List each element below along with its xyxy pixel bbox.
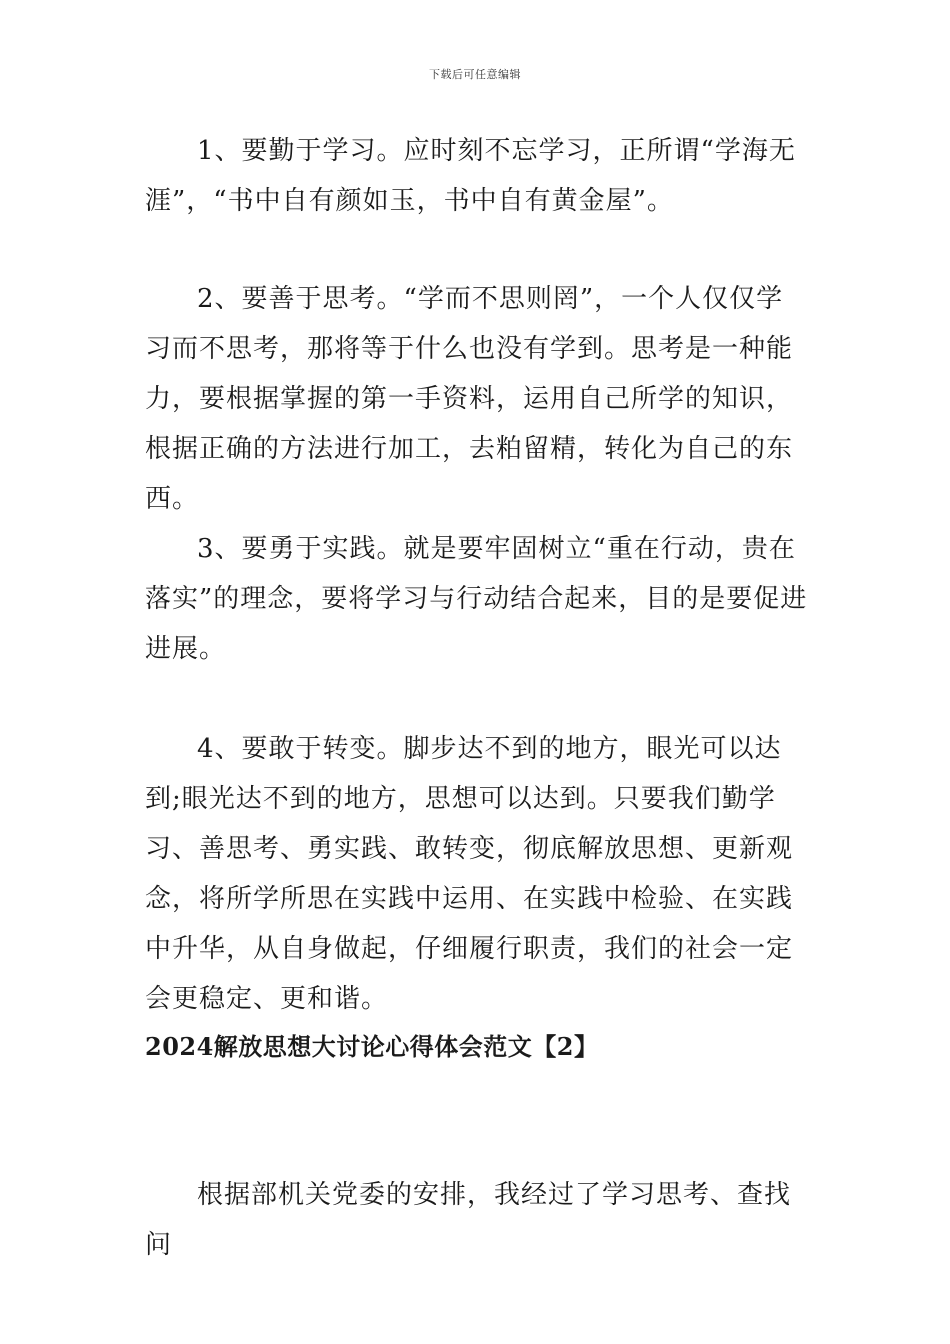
paragraph-practice: 3、要勇于实践。就是要牢固树立“重在行动，贵在落实”的理念，要将学习与行动结合起来，目的是要促进进展。 bbox=[145, 534, 808, 664]
section-heading: 2024解放思想大讨论心得体会范文【2】 bbox=[145, 1032, 599, 1061]
page-header-note: 下载后可任意编辑 bbox=[429, 68, 521, 81]
paragraph-change: 4、要敢于转变。脚步达不到的地方，眼光可以达到;眼光达不到的地方，思想可以达到。只要我们勤学习、善思考、勇实践、敢转变，彻底解放思想、更新观念，将所学所思在实践中运用、在实践中检验、在实践中升华，从自身做起，仔细履行职责，我们的社会一定会更稳定、更和谐。 bbox=[145, 734, 794, 1014]
paragraph-study: 1、要勤于学习。应时刻不忘学习，正所谓“学海无涯”，“书中自有颜如玉，书中自有黄金屋”。 bbox=[145, 136, 796, 216]
paragraph-think: 2、要善于思考。“学而不思则罔”，一个人仅仅学习而不思考，那将等于什么也没有学到。思考是一种能力，要根据掌握的第一手资料，运用自己所学的知识，根据正确的方法进行加工，去粕留精，转化为自己的东西。 bbox=[145, 284, 794, 514]
paragraph-section2-intro: 根据部机关党委的安排，我经过了学习思考、查找问 bbox=[145, 1180, 792, 1260]
